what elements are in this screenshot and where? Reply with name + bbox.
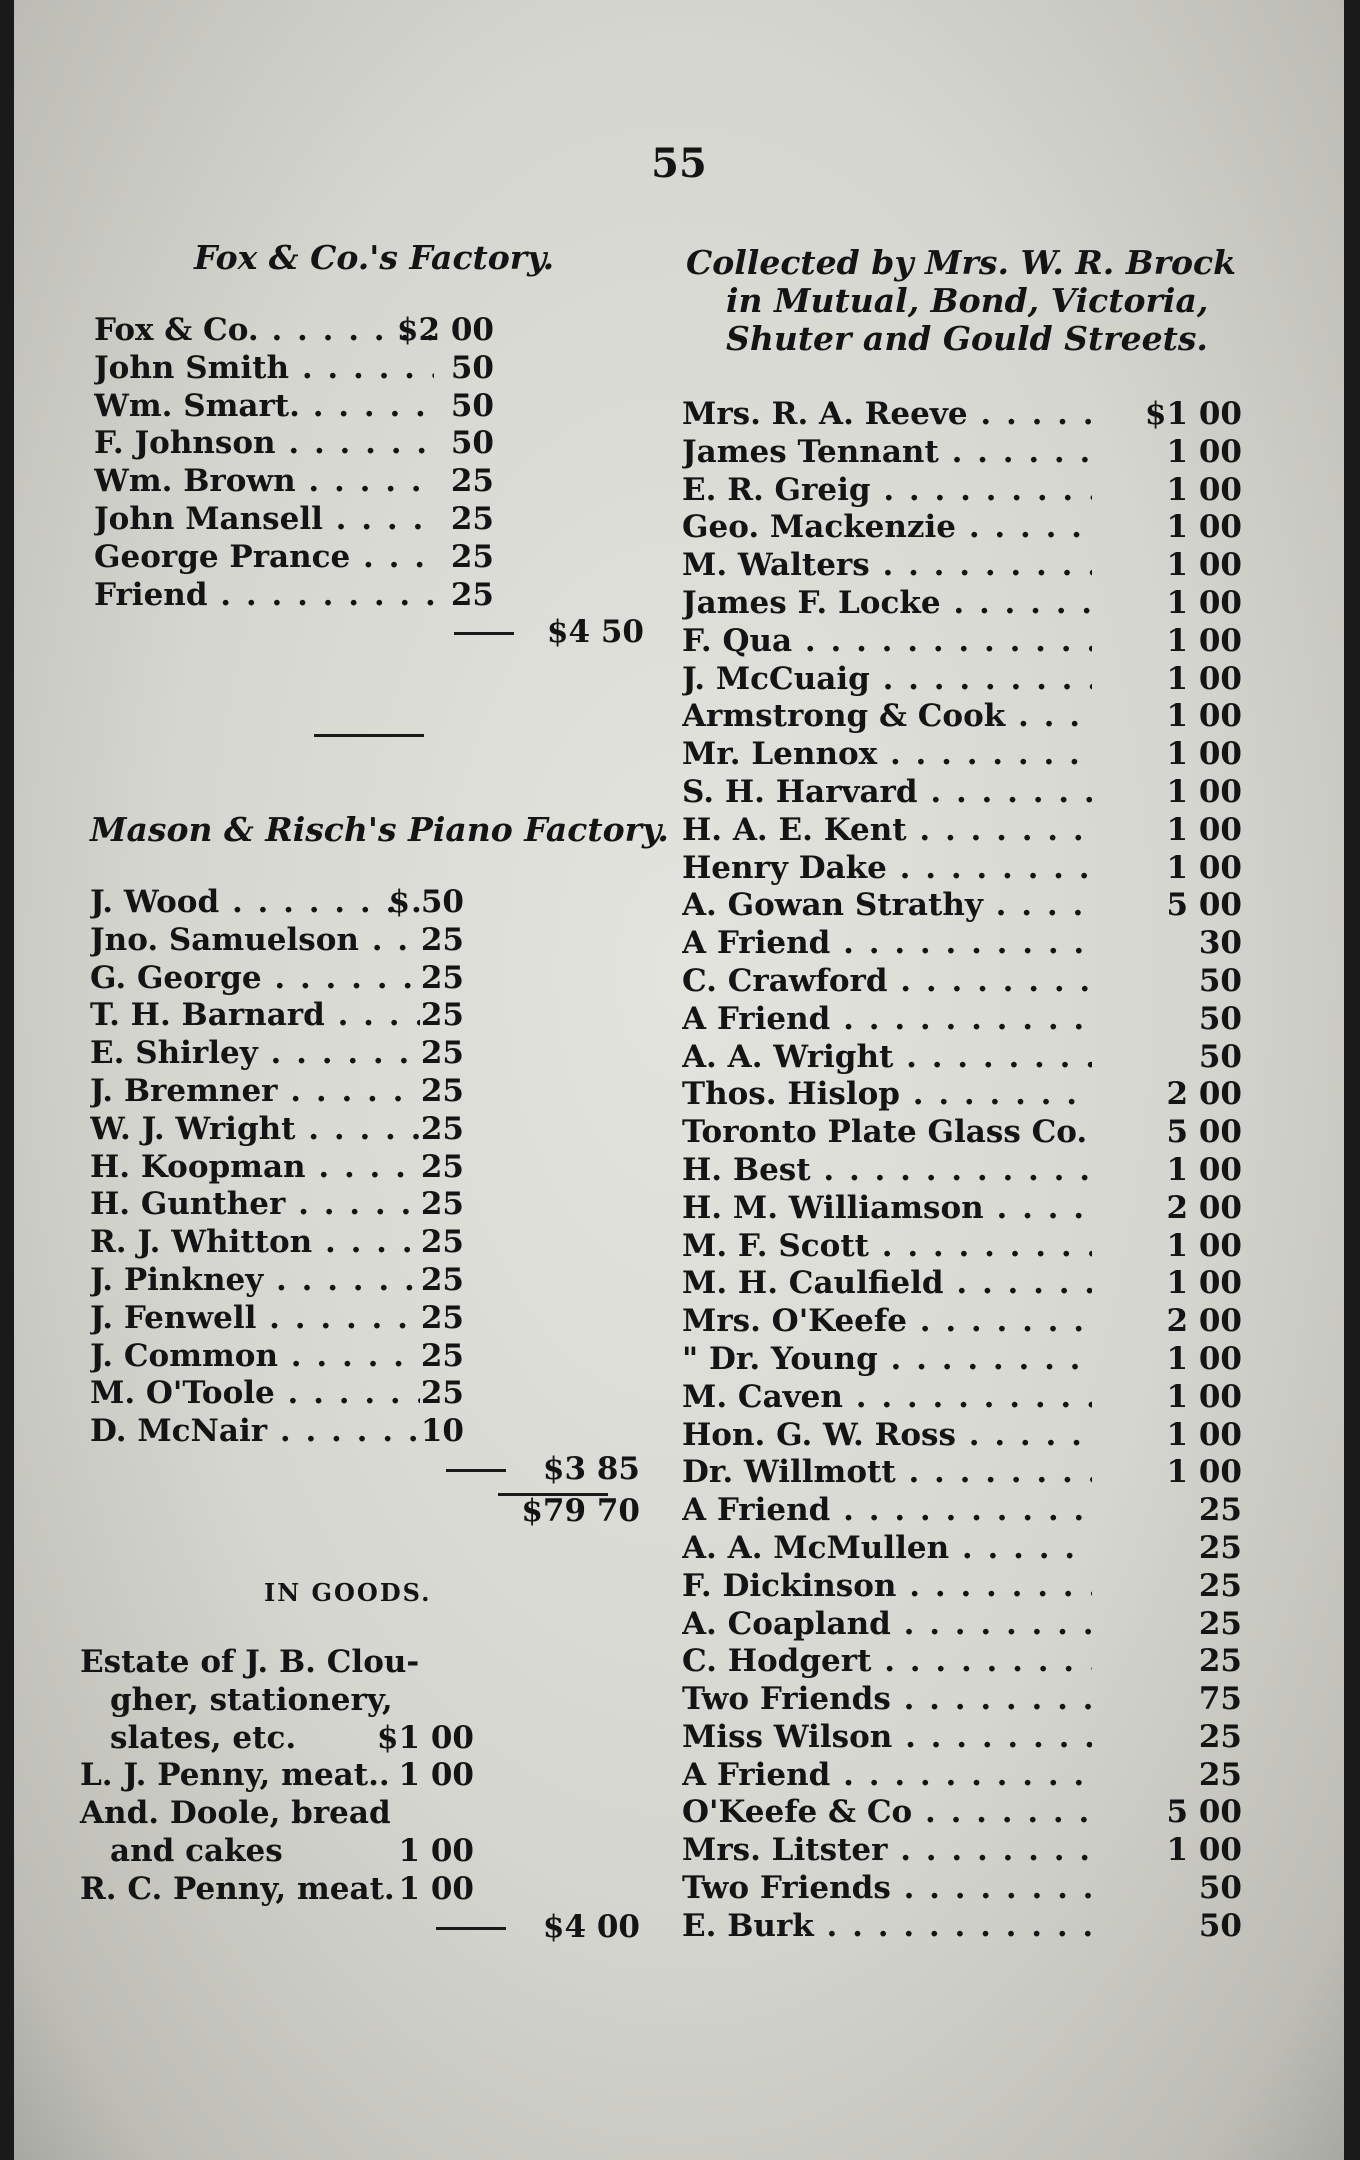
entry-amount: 1 00 bbox=[1166, 1832, 1242, 1869]
list-item bbox=[682, 547, 1242, 585]
goods-heading: IN GOODS. bbox=[264, 1578, 432, 1607]
list-item bbox=[682, 1492, 1242, 1530]
list-item bbox=[90, 1338, 640, 1376]
entry-name: A Friend . . . bbox=[682, 1492, 1092, 1530]
entry-amount: 25 bbox=[420, 1072, 464, 1109]
list-item bbox=[682, 1530, 1242, 1568]
goods-amount: 1 00 bbox=[398, 1832, 474, 1869]
entry-amount: 25 bbox=[420, 1375, 464, 1412]
goods-amount: $1 00 bbox=[376, 1719, 474, 1756]
entry-amount: 10 bbox=[420, 1413, 464, 1450]
goods-line-text: And. Doole, bread bbox=[80, 1795, 391, 1832]
goods-line-text: and cakes bbox=[110, 1832, 283, 1869]
entry-name: A. Gowan Strathy . . . bbox=[682, 887, 1092, 925]
list-item bbox=[682, 925, 1242, 963]
entry-amount: 25 bbox=[420, 1224, 464, 1261]
list-item bbox=[90, 1111, 640, 1149]
goods-line-text: gher, stationery, bbox=[110, 1681, 393, 1718]
total-rule bbox=[454, 632, 514, 635]
entry-name: F. Dickinson . . . bbox=[682, 1568, 1092, 1606]
entry-name: James Tennant . . . bbox=[682, 434, 1092, 472]
list-item bbox=[682, 1719, 1242, 1757]
entry-amount: 25 bbox=[450, 500, 494, 537]
grand-total-row bbox=[90, 1493, 640, 1531]
entry-amount: 25 bbox=[420, 1261, 464, 1298]
list-item bbox=[90, 884, 640, 922]
entry-amount: 5 00 bbox=[1166, 887, 1242, 924]
entry-name: Armstrong & Cook . . . bbox=[682, 698, 1092, 736]
entry-name: Henry Dake . . . bbox=[682, 850, 1092, 888]
goods-entry bbox=[80, 1871, 640, 1909]
entry-amount: 25 bbox=[1198, 1643, 1242, 1680]
entry-name: M. Caven . . . bbox=[682, 1379, 1092, 1417]
list-item bbox=[90, 1300, 640, 1338]
brock-heading-line-3: Shuter and Gould Streets. bbox=[726, 319, 1208, 358]
entry-name: A. A. McMullen . . . bbox=[682, 1530, 1092, 1568]
list-item bbox=[94, 312, 644, 350]
list-item bbox=[682, 1568, 1242, 1606]
entry-amount: 1 00 bbox=[1166, 1378, 1242, 1415]
list-item bbox=[682, 509, 1242, 547]
entry-amount: 1 00 bbox=[1166, 1227, 1242, 1264]
entry-amount: 5 00 bbox=[1166, 1794, 1242, 1831]
goods-total-row bbox=[80, 1909, 640, 1947]
list-item bbox=[682, 1303, 1242, 1341]
list-item bbox=[94, 388, 644, 426]
list-item bbox=[94, 539, 644, 577]
entry-name: Mrs. O'Keefe . . . bbox=[682, 1303, 1092, 1341]
entry-amount: 25 bbox=[420, 1035, 464, 1072]
entry-amount: 25 bbox=[420, 1148, 464, 1185]
entry-amount: 75 bbox=[1198, 1681, 1242, 1718]
entry-amount: 1 00 bbox=[1166, 1416, 1242, 1453]
entry-amount: 1 00 bbox=[1166, 433, 1242, 470]
entry-name: M. O'Toole . . . bbox=[90, 1375, 420, 1413]
entry-amount: 25 bbox=[1198, 1567, 1242, 1604]
entry-name: Jno. Samuelson . . . bbox=[90, 922, 420, 960]
entry-name: H. M. Williamson . . . bbox=[682, 1190, 1092, 1228]
list-item bbox=[682, 1076, 1242, 1114]
list-item bbox=[682, 585, 1242, 623]
fox-entries bbox=[94, 312, 644, 737]
entry-name: " Dr. Young . . . bbox=[682, 1341, 1092, 1379]
goods-entry bbox=[80, 1757, 640, 1795]
entry-amount: 1 00 bbox=[1166, 1151, 1242, 1188]
entry-amount: 25 bbox=[1198, 1756, 1242, 1793]
entry-amount: 1 00 bbox=[1166, 1454, 1242, 1491]
list-item bbox=[682, 661, 1242, 699]
grand-total: $79 70 bbox=[521, 1492, 640, 1529]
entry-amount: 2 00 bbox=[1166, 1189, 1242, 1226]
goods-entry bbox=[80, 1795, 640, 1871]
entry-amount: 1 00 bbox=[1166, 811, 1242, 848]
goods-amount: 1 00 bbox=[398, 1757, 474, 1794]
list-item bbox=[682, 887, 1242, 925]
book-page bbox=[14, 0, 1344, 2160]
goods-line bbox=[80, 1682, 640, 1720]
entry-name: A Friend . . . bbox=[682, 1001, 1092, 1039]
goods-line bbox=[80, 1644, 640, 1682]
entry-amount: 50 bbox=[1198, 1907, 1242, 1944]
entry-amount: 50 bbox=[450, 425, 494, 462]
entry-amount: $2 00 bbox=[396, 312, 494, 348]
list-item bbox=[90, 1224, 640, 1262]
entry-name: Miss Wilson . . . bbox=[682, 1719, 1092, 1757]
list-item bbox=[682, 1228, 1242, 1266]
goods-line bbox=[80, 1833, 640, 1871]
entry-name: Wm. Brown . . . bbox=[94, 463, 434, 501]
entry-amount: 30 bbox=[1198, 925, 1242, 962]
goods-line-text: Estate of J. B. Clou- bbox=[80, 1644, 420, 1680]
entry-name: John Mansell . . . bbox=[94, 501, 434, 539]
entry-name: Dr. Willmott . . . bbox=[682, 1454, 1092, 1492]
list-item bbox=[94, 577, 644, 615]
entry-amount: 25 bbox=[1198, 1492, 1242, 1529]
entry-name: F. Qua . . . bbox=[682, 623, 1092, 661]
entry-name: Two Friends . . . bbox=[682, 1681, 1092, 1719]
entry-amount: 25 bbox=[420, 959, 464, 996]
goods-total-rule bbox=[436, 1927, 506, 1930]
entry-name: S. H. Harvard . . . bbox=[682, 774, 1092, 812]
list-item bbox=[90, 1149, 640, 1187]
entry-name: Mrs. Litster . . . bbox=[682, 1832, 1092, 1870]
entry-name: H. A. E. Kent . . . bbox=[682, 812, 1092, 850]
entry-amount: 1 00 bbox=[1166, 547, 1242, 584]
entry-amount: 2 00 bbox=[1166, 1303, 1242, 1340]
goods-line bbox=[80, 1720, 640, 1758]
entry-name: G. George . . . bbox=[90, 960, 420, 998]
list-item bbox=[94, 425, 644, 463]
entry-amount: 1 00 bbox=[1166, 471, 1242, 508]
entry-name: Mrs. R. A. Reeve . . . bbox=[682, 396, 1092, 434]
list-item bbox=[94, 501, 644, 539]
entry-amount: 1 00 bbox=[1166, 1340, 1242, 1377]
list-item bbox=[682, 396, 1242, 434]
list-item bbox=[682, 1870, 1242, 1908]
list-item bbox=[90, 1262, 640, 1300]
entry-name: H. Gunther . . . bbox=[90, 1186, 420, 1224]
list-item bbox=[682, 1039, 1242, 1077]
entry-amount: 50 bbox=[1198, 1038, 1242, 1075]
entry-amount: 1 00 bbox=[1166, 773, 1242, 810]
list-item bbox=[90, 1375, 640, 1413]
entry-name: James F. Locke . . . bbox=[682, 585, 1092, 623]
entry-amount: 25 bbox=[420, 921, 464, 958]
entry-amount: 25 bbox=[450, 463, 494, 500]
goods-amount: 1 00 bbox=[398, 1870, 474, 1907]
entry-name: M. Walters . . . bbox=[682, 547, 1092, 585]
mason-entries bbox=[90, 884, 640, 1531]
entry-amount: 25 bbox=[1198, 1605, 1242, 1642]
section-total-row bbox=[90, 1451, 640, 1489]
entry-amount: 5 00 bbox=[1166, 1114, 1242, 1151]
entry-amount: 1 00 bbox=[1166, 660, 1242, 697]
list-item bbox=[90, 1186, 640, 1224]
entry-amount: 1 00 bbox=[1166, 509, 1242, 546]
entry-name: M. H. Caulfield . . . bbox=[682, 1265, 1092, 1303]
goods-line bbox=[80, 1871, 640, 1909]
entry-name: C. Crawford . . . bbox=[682, 963, 1092, 1001]
entry-name: George Prance . . . bbox=[94, 539, 434, 577]
page-number: 55 bbox=[651, 140, 707, 187]
entry-name: E. R. Greig . . . bbox=[682, 472, 1092, 510]
entry-name: R. J. Whitton . . . bbox=[90, 1224, 420, 1262]
entry-name: H. Best . . . bbox=[682, 1152, 1092, 1190]
list-item bbox=[682, 736, 1242, 774]
list-item bbox=[90, 960, 640, 998]
list-item bbox=[682, 1832, 1242, 1870]
brock-entries bbox=[682, 396, 1242, 1946]
entry-amount: 50 bbox=[450, 349, 494, 386]
entry-amount: 1 00 bbox=[1166, 622, 1242, 659]
total-rule bbox=[446, 1469, 506, 1472]
section-total: $3 85 bbox=[542, 1450, 640, 1487]
entry-name: E. Shirley . . . bbox=[90, 1035, 420, 1073]
entry-name: Fox & Co. . . . bbox=[94, 312, 434, 350]
brock-heading-line-1: Collected by Mrs. W. R. Brock bbox=[686, 243, 1236, 282]
entry-name: A Friend . . . bbox=[682, 1757, 1092, 1795]
list-item bbox=[682, 963, 1242, 1001]
entry-name: A. Coapland . . . bbox=[682, 1606, 1092, 1644]
list-item bbox=[94, 463, 644, 501]
entry-name: John Smith . . . bbox=[94, 350, 434, 388]
list-item bbox=[90, 1073, 640, 1111]
list-item bbox=[682, 1794, 1242, 1832]
entry-name: J. Bremner . . . bbox=[90, 1073, 420, 1111]
goods-entries bbox=[80, 1644, 640, 1946]
list-item bbox=[94, 350, 644, 388]
entry-name: J. Common . . . bbox=[90, 1338, 420, 1376]
list-item bbox=[682, 1606, 1242, 1644]
list-item bbox=[682, 1757, 1242, 1795]
entry-amount: 25 bbox=[450, 576, 494, 613]
list-item bbox=[682, 1001, 1242, 1039]
section-total: $4 50 bbox=[546, 614, 644, 651]
entry-name: F. Johnson . . . bbox=[94, 425, 434, 463]
entry-name: O'Keefe & Co . . . bbox=[682, 1794, 1092, 1832]
list-item bbox=[682, 472, 1242, 510]
entry-name: Two Friends . . . bbox=[682, 1870, 1092, 1908]
list-item bbox=[682, 434, 1242, 472]
list-item bbox=[682, 1681, 1242, 1719]
entry-name: Friend . . . bbox=[94, 577, 434, 615]
list-item bbox=[682, 850, 1242, 888]
list-item bbox=[90, 997, 640, 1035]
list-item bbox=[682, 1454, 1242, 1492]
entry-name: E. Burk . . . bbox=[682, 1908, 1092, 1946]
list-item bbox=[90, 1035, 640, 1073]
section-total-row bbox=[94, 614, 644, 652]
list-item bbox=[90, 922, 640, 960]
entry-amount: 25 bbox=[450, 538, 494, 575]
entry-amount: 25 bbox=[420, 1299, 464, 1336]
entry-amount: 1 00 bbox=[1166, 736, 1242, 773]
goods-line-text: slates, etc. bbox=[110, 1719, 297, 1756]
list-item bbox=[90, 1413, 640, 1451]
fox-heading: Fox & Co.'s Factory. bbox=[194, 238, 555, 277]
entry-name: Wm. Smart. . . . bbox=[94, 388, 434, 426]
list-item bbox=[682, 698, 1242, 736]
entry-amount: 25 bbox=[1198, 1718, 1242, 1755]
mason-heading: Mason & Risch's Piano Factory. bbox=[90, 810, 669, 849]
entry-amount: 50 bbox=[450, 387, 494, 424]
entry-name: J. Wood . . . bbox=[90, 884, 420, 922]
entry-name: Thos. Hislop . . . bbox=[682, 1076, 1092, 1114]
entry-amount: 1 00 bbox=[1166, 1265, 1242, 1302]
goods-line-text: R. C. Penny, meat. bbox=[80, 1870, 395, 1907]
entry-name: D. McNair . . . bbox=[90, 1413, 420, 1451]
entry-amount: 25 bbox=[420, 1110, 464, 1147]
list-item bbox=[682, 1643, 1242, 1681]
entry-amount: 25 bbox=[420, 1337, 464, 1374]
entry-name: T. H. Barnard . . . bbox=[90, 997, 420, 1035]
entry-amount: 50 bbox=[1198, 1000, 1242, 1037]
entry-amount: 25 bbox=[420, 1186, 464, 1223]
entry-name: C. Hodgert . . . bbox=[682, 1643, 1092, 1681]
list-item bbox=[682, 1379, 1242, 1417]
list-item bbox=[682, 623, 1242, 661]
entry-amount: 1 00 bbox=[1166, 584, 1242, 621]
entry-name: Hon. G. W. Ross . . . bbox=[682, 1417, 1092, 1455]
entry-name: M. F. Scott . . . bbox=[682, 1228, 1092, 1266]
goods-line bbox=[80, 1795, 640, 1833]
entry-amount: 50 bbox=[1198, 962, 1242, 999]
entry-name: Toronto Plate Glass Co. . . . bbox=[682, 1114, 1092, 1152]
entry-amount: 1 00 bbox=[1166, 849, 1242, 886]
list-item bbox=[682, 1152, 1242, 1190]
entry-amount: 25 bbox=[1198, 1529, 1242, 1566]
entry-amount: 25 bbox=[420, 997, 464, 1034]
entry-name: A. A. Wright . . . bbox=[682, 1039, 1092, 1077]
section-divider bbox=[314, 734, 424, 737]
list-item bbox=[682, 1417, 1242, 1455]
entry-name: H. Koopman . . . bbox=[90, 1149, 420, 1187]
list-item bbox=[682, 1341, 1242, 1379]
entry-name: Mr. Lennox . . . bbox=[682, 736, 1092, 774]
brock-heading bbox=[686, 244, 1246, 358]
entry-amount: $1 00 bbox=[1144, 396, 1242, 432]
entry-name: A Friend . . . bbox=[682, 925, 1092, 963]
goods-entry bbox=[80, 1644, 640, 1757]
list-item bbox=[682, 1908, 1242, 1946]
entry-amount: 2 00 bbox=[1166, 1076, 1242, 1113]
list-item bbox=[682, 774, 1242, 812]
list-item bbox=[682, 1114, 1242, 1152]
entry-amount: 50 bbox=[1198, 1870, 1242, 1907]
list-item bbox=[682, 812, 1242, 850]
entry-name: W. J. Wright . . . bbox=[90, 1111, 420, 1149]
entry-name: Geo. Mackenzie . . . bbox=[682, 509, 1092, 547]
entry-amount: 1 00 bbox=[1166, 698, 1242, 735]
entry-name: J. Pinkney . . . bbox=[90, 1262, 420, 1300]
goods-line bbox=[80, 1757, 640, 1795]
list-item bbox=[682, 1190, 1242, 1228]
goods-line-text: L. J. Penny, meat.. bbox=[80, 1757, 390, 1794]
goods-total: $4 00 bbox=[542, 1908, 640, 1945]
list-item bbox=[682, 1265, 1242, 1303]
entry-amount: $ 50 bbox=[388, 884, 464, 920]
entry-name: J. Fenwell . . . bbox=[90, 1300, 420, 1338]
entry-name: J. McCuaig . . . bbox=[682, 661, 1092, 699]
brock-heading-line-2: in Mutual, Bond, Victoria, bbox=[726, 281, 1209, 320]
